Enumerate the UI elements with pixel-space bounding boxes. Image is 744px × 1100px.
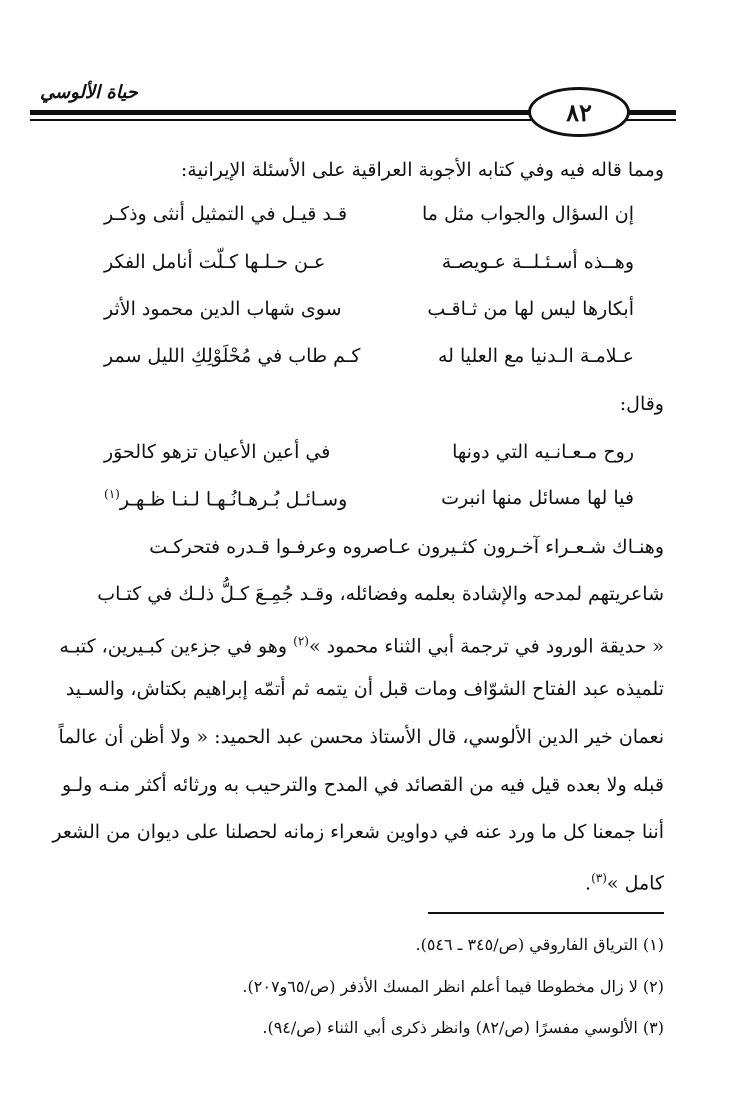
- body-line: شاعريتهم لمدحه والإشادة بعلمه وفضائله، وقـد جُمِـعَ كـلُّ ذلـك في كتـاب: [97, 583, 664, 605]
- verse-hemistich-first: أبكارها ليس لها من ثـاقـب: [427, 298, 634, 320]
- body-line: [59, 627, 664, 660]
- verse-hemistich-first: عـلامـة الـدنيا مع العليا له: [437, 345, 634, 367]
- running-title: حياة الألوسي: [40, 82, 138, 103]
- body-line: أننا جمعنا كل ما ورد عنه في دواوين شعراء زمانه لحصلنا على ديوان من الشعر: [52, 821, 664, 843]
- verse-hemistich-second: سوى شهاب الدين محمود الأثر: [104, 298, 342, 320]
- verse-line: [104, 251, 634, 281]
- body-line: قبله ولا بعده قيل فيه من القصائد في المدح والترحيب به ورثائه أكثر منـه ولـو: [61, 774, 664, 796]
- book-title: « حديقة الورود في ترجمة أبي الثناء محمود »: [308, 635, 664, 658]
- verse-line: [104, 203, 634, 233]
- body-line: نعمان خير الدين الألوسي، قال الأستاذ محسن عبد الحميد: « ولا أظن أن عالماً: [58, 726, 664, 748]
- intro-line: ومما قاله فيه وفي كتابه الأجوبة العراقية على الأسئلة الإيرانية:: [180, 159, 664, 181]
- body-line: كامل »$^{(٣)}$.: [585, 871, 664, 895]
- footnote-ref: (١): [104, 487, 120, 501]
- verse-line: [104, 441, 634, 471]
- body-line: وهنـاك شـعـراء آخـرون كثـيرون عـاصروه وعرفـوا قـدره فتحركـت: [149, 536, 664, 558]
- verse-hemistich-second: قـد قيـل في التمثيل أنثى وذكـر: [104, 203, 348, 225]
- footnote-ref: (٢): [293, 634, 309, 648]
- footnote: (١) الترياق الفاروقي (ص/٣٤٥ ـ ٥٤٦).: [415, 935, 664, 954]
- verse-hemistich-first: روح مـعـانـيه التي دونها: [452, 441, 634, 463]
- qal-line: وقال:: [619, 393, 664, 415]
- body-text: وهو في جزءين كبـيرين، كتبـه: [59, 635, 288, 658]
- verse-hemistich-first: فيا لها مسائل منها انبرت: [441, 487, 634, 509]
- footnote-ref: (٣): [591, 871, 607, 885]
- verse-hemistich-second: في أعين الأعيان تزهو كالحوَر: [104, 441, 331, 463]
- verse-text: وسـائـل بُـرهـانُـهـا لـنـا ظـهـر: [119, 488, 348, 511]
- footnote-rule: [428, 912, 664, 914]
- verse-hemistich-second: كـم طاب في مُحْلَوْلِكِ الليل سمر: [104, 345, 361, 367]
- verse-line: [104, 487, 634, 517]
- verse-hemistich-second: [104, 487, 347, 510]
- footnote: (٣) الألوسي مفسرًا (ص/٨٢) وانظر ذكرى أبي الثناء (ص/٩٤).: [262, 1018, 664, 1037]
- page-number: ٨٢: [528, 87, 630, 137]
- body-line: تلميذه عبد الفتاح الشوّاف ومات قبل أن يتمه ثم أتمّه إبراهيم بكتاش، والسـيد: [65, 678, 664, 700]
- footnote: (٢) لا زال مخطوطا فيما أعلم انظر المسك الأذفر (ص/٦٥و٢٠٧).: [242, 977, 664, 996]
- verse-hemistich-first: إن السؤال والجواب مثل ما: [421, 203, 634, 225]
- verse-line: [104, 345, 634, 375]
- quote-end: كامل »: [606, 872, 664, 895]
- verse-line: [104, 298, 634, 328]
- verse-hemistich-first: وهــذه أسـئـلــة عـويصـة: [441, 251, 634, 273]
- verse-hemistich-second: عـن حـلـها كـلّت أنامل الفكر: [104, 251, 326, 273]
